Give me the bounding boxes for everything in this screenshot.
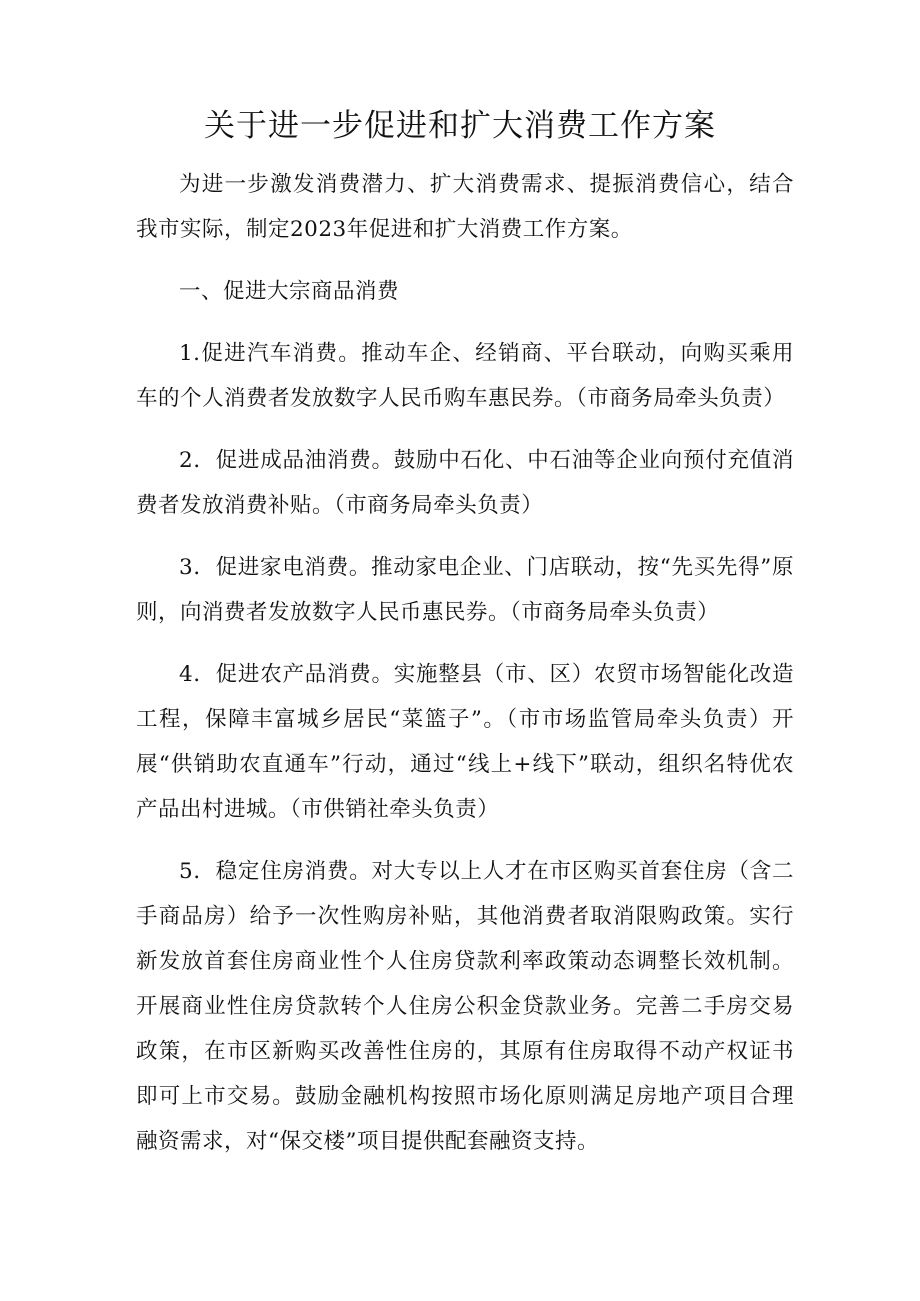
section-heading: 一、促进大宗商品消费 xyxy=(179,279,400,304)
item-paragraph: 4．促进农产品消费。实施整县（市、区）农贸市场智能化改造工程，保障丰富城乡居民“菜篮子”。（市市场监管局牵头负责）开展“供销助农直通车”行动，通过“线上+线下”联动，组织名特优农产品出村进城。（市供销社牵头负责） xyxy=(136,662,794,822)
document-body xyxy=(136,162,794,1181)
intro-paragraph: 为进一步激发消费潜力、扩大消费需求、提振消费信心，结合我市实际，制定2023年促进和扩大消费工作方案。 xyxy=(136,172,794,242)
item-paragraph: 1.促进汽车消费。推动车企、经销商、平台联动，向购买乘用车的个人消费者发放数字人民币购车惠民券。（市商务局牵头负责） xyxy=(136,341,794,411)
item-paragraph: 3．促进家电消费。推动家电企业、门店联动，按“先买先得”原则，向消费者发放数字人民币惠民券。（市商务局牵头负责） xyxy=(136,555,794,625)
document-title: 关于进一步促进和扩大消费工作方案 xyxy=(204,108,716,144)
item-paragraph: 2．促进成品油消费。鼓励中石化、中石油等企业向预付充值消费者发放消费补贴。（市商务局牵头负责） xyxy=(136,448,794,518)
item-paragraph: 5．稳定住房消费。对大专以上人才在市区购买首套住房（含二手商品房）给予一次性购房补贴，其他消费者取消限购政策。实行新发放首套住房商业性个人住房贷款利率政策动态调整长效机制。开展商业性住房贷款转个人住房公积金贷款业务。完善二手房交易政策，在市区新购买改善性住房的，其原有住房取得不动产权证书即可上市交易。鼓励金融机构按照市场化原则满足房地产项目合理融资需求，对“保交楼”项目提供配套融资支持。 xyxy=(136,859,794,1154)
